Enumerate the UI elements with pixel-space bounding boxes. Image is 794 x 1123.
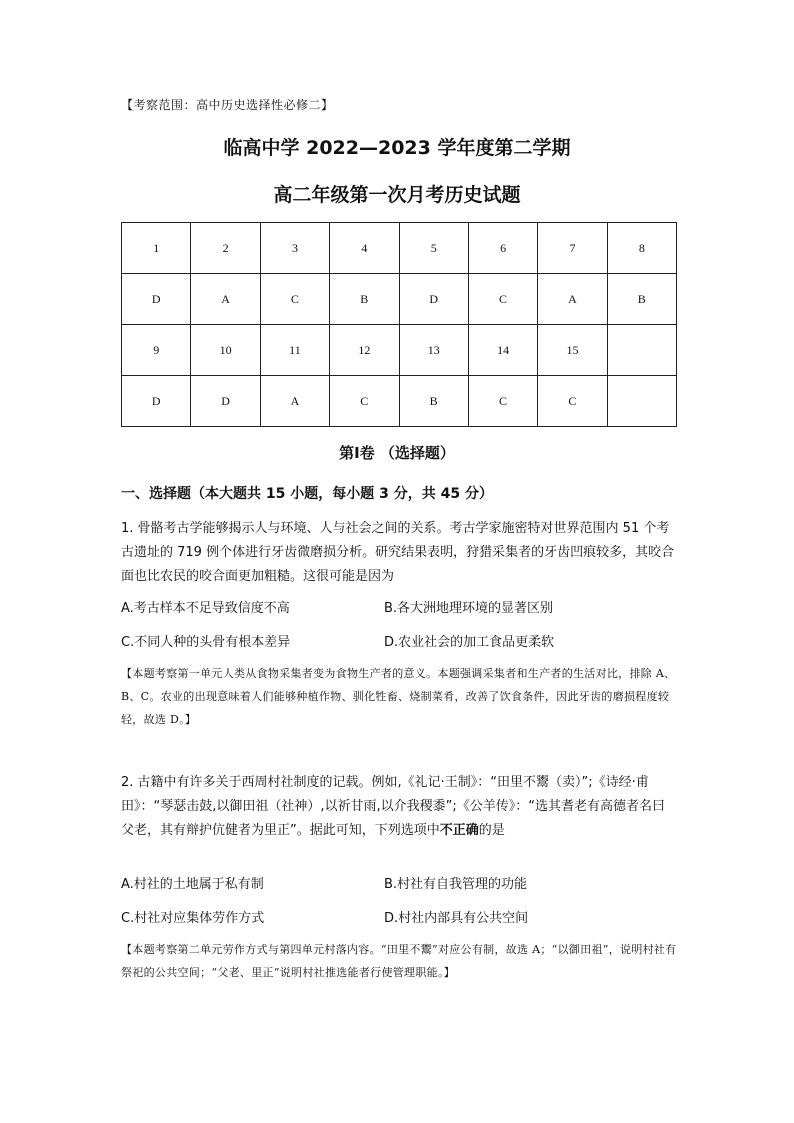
- table-cell: 2: [191, 223, 260, 274]
- question-1-stem: 1. 骨骼考古学能够揭示人与环境、人与社会之间的关系。考古学家施密特对世界范围内 51 个考古遗址的 719 例个体进行牙齿微磨损分析。研究结果表明，狩猎采集者的牙齿凹痕较多，其咬合面也比农民的咬合面更加粗糙。这很可能是因为: [121, 521, 675, 584]
- question-2-stem-ending: 的是: [478, 823, 505, 838]
- table-cell: 9: [122, 325, 191, 376]
- table-cell: D: [122, 376, 191, 427]
- table-cell: C: [538, 376, 607, 427]
- question-2-option-c: C.村社对应集体劳作方式: [121, 911, 265, 926]
- table-cell: B: [399, 376, 468, 427]
- question-2-option-a: A.村社的土地属于私有制: [121, 877, 264, 892]
- table-cell: 14: [468, 325, 537, 376]
- table-cell: C: [468, 274, 537, 325]
- table-cell: 5: [399, 223, 468, 274]
- table-cell: C: [330, 376, 399, 427]
- table-cell: 15: [538, 325, 607, 376]
- table-cell: A: [260, 376, 329, 427]
- table-cell: 10: [191, 325, 260, 376]
- exam-title-school-term: 临高中学 2022—2023 学年度第二学期: [223, 137, 571, 159]
- question-2-stem-text: 2. 古籍中有许多关于西周村社制度的记载。例如,《礼记·王制》：“田里不鬻（卖）”;《诗经·甫田》：“琴瑟击鼓,以御田祖（社神）,以祈甘雨,以介我稷黍”;《公羊传》：“选其耆老有高德者名曰父老，其有辩护伉健者为里正”。据此可知，下列选项中: [121, 775, 665, 838]
- table-cell: [607, 325, 676, 376]
- answer-table-row-answers-2: [122, 376, 677, 427]
- table-cell: C: [468, 376, 537, 427]
- table-cell: B: [607, 274, 676, 325]
- answer-key-table: [121, 222, 677, 427]
- section-title: 一、选择题（本大题共 15 小题，每小题 3 分，共 45 分）: [121, 486, 493, 502]
- table-cell: A: [191, 274, 260, 325]
- table-cell: B: [330, 274, 399, 325]
- question-2-option-d: D.村社内部具有公共空间: [384, 911, 529, 926]
- table-cell: 3: [260, 223, 329, 274]
- table-cell: 4: [330, 223, 399, 274]
- table-cell: 13: [399, 325, 468, 376]
- question-1-option-a: A.考古样本不足导致信度不高: [121, 601, 290, 616]
- question-1-option-c: C.不同人种的头骨有根本差异: [121, 635, 291, 650]
- question-2-option-b: B.村社有自我管理的功能: [384, 877, 528, 892]
- question-1-option-d: D.农业社会的加工食品更柔软: [384, 635, 555, 650]
- table-cell: 7: [538, 223, 607, 274]
- question-1-option-b: B.各大洲地理环境的显著区别: [384, 601, 554, 616]
- table-cell: D: [191, 376, 260, 427]
- table-cell: 12: [330, 325, 399, 376]
- question-2-explanation: 【本题考察第二单元劳作方式与第四单元村落内容。“田里不鬻”对应公有制，故选 A；“以御田祖”，说明村社有祭祀的公共空间；“父老、里正”说明村社推选能者行使管理职能。】: [121, 943, 677, 979]
- question-1-explanation: 【本题考察第一单元人类从食物采集者变为食物生产者的意义。本题强调采集者和生产者的生活对比，排除 A、B、C。农业的出现意味着人们能够种植作物、驯化牲畜、烧制菜肴，改善了饮食条件，因此牙齿的磨损程度较轻，故选 D。】: [121, 667, 676, 726]
- exam-title-subject: 高二年级第一次月考历史试题: [273, 184, 521, 206]
- table-cell: 8: [607, 223, 676, 274]
- table-cell: 6: [468, 223, 537, 274]
- table-cell: C: [260, 274, 329, 325]
- question-2-stem: [121, 771, 677, 843]
- question-2-stem-emphasis: 不正确: [439, 823, 479, 838]
- answer-table-row-numbers-1: [122, 223, 677, 274]
- answer-table-row-answers-1: [122, 274, 677, 325]
- table-cell: D: [399, 274, 468, 325]
- volume-title: 第Ⅰ卷 （选择题）: [339, 444, 455, 462]
- table-cell: [607, 376, 676, 427]
- table-cell: 11: [260, 325, 329, 376]
- answer-table-row-numbers-2: [122, 325, 677, 376]
- table-cell: D: [122, 274, 191, 325]
- exam-scope-note: 【考察范围：高中历史选择性必修二】: [121, 98, 334, 112]
- table-cell: 1: [122, 223, 191, 274]
- table-cell: A: [538, 274, 607, 325]
